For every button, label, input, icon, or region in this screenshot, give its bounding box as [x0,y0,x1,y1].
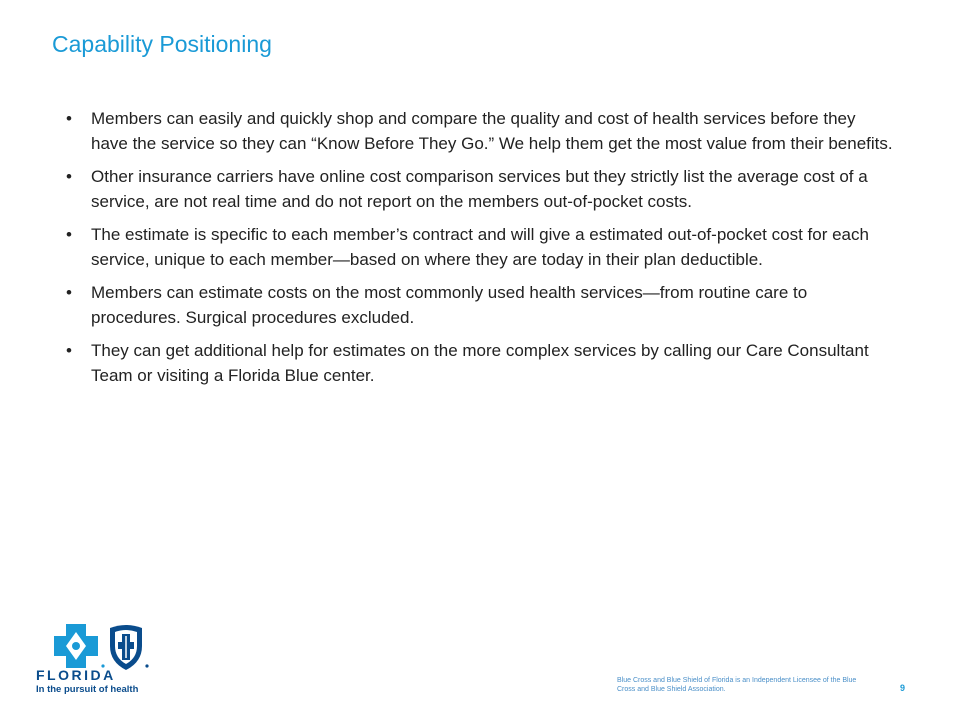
bullet-text: Members can easily and quickly shop and compare the quality and cost of health services before they have the service so they can “Know Before They Go.” We help them get the most value from their benefits. [91,109,893,153]
bullet-item [63,106,893,156]
bullet-icon: • [66,225,72,244]
bullet-item [63,338,893,388]
bullet-list [63,106,893,396]
bullet-item [63,280,893,330]
bullet-item [63,164,893,214]
bullet-text: They can get additional help for estimates on the more complex services by calling our Care Consultant Team or visiting a Florida Blue center. [91,341,869,385]
page-number: 9 [900,683,906,693]
bullet-icon: • [66,341,72,360]
blue-cross-icon [54,624,98,668]
bullet-text: Members can estimate costs on the most commonly used health services—from routine care to procedures. Surgical procedures excluded. [91,283,808,327]
slide-title: Capability Positioning [52,31,272,57]
bullet-icon: • [66,167,72,186]
florida-blue-logo [36,622,156,702]
logo-marks [52,622,152,672]
bullet-icon: • [66,109,72,128]
bullet-item [63,222,893,272]
logo-name: FLORIDA [36,667,116,683]
bullet-text: The estimate is specific to each member’s contract and will give a estimated out-of-pocket cost for each service, unique to each member—based on where they are today in their plan deductible. [91,225,869,269]
bullet-text: Other insurance carriers have online cost comparison services but they strictly list the average cost of a service, are not real time and do not report on the members out-of-pocket costs. [91,167,868,211]
logo-tagline: In the pursuit of health [36,684,139,695]
footer-disclaimer: Blue Cross and Blue Shield of Florida is an Independent Licensee of the Blue Cross and Blue Shield Association. [617,677,857,693]
blue-shield-icon [110,625,142,670]
bullet-icon: • [66,283,72,302]
